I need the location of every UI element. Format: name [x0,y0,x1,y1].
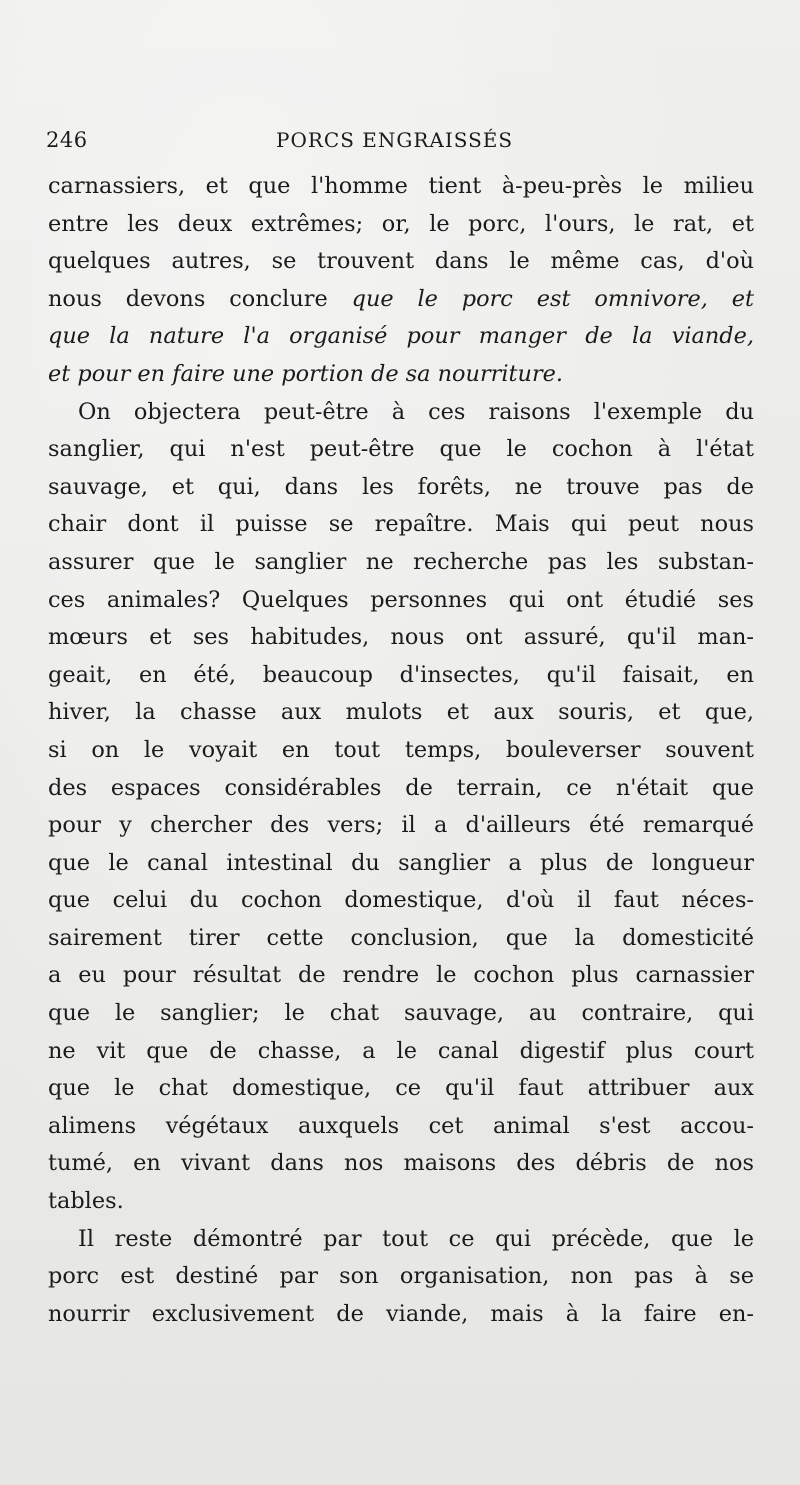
text-run: geait, en été, beaucoup d'insectes, qu'il faisait, en [48,661,754,688]
text-line [48,1296,754,1334]
text-line [48,619,754,657]
text-line [48,770,754,808]
text-run: a eu pour résultat de rendre le cochon plus carnassier [48,962,754,989]
text-run: mœurs et ses habitudes, nous ont assuré, qu'il man- [48,624,754,651]
text-line [48,1258,754,1296]
text-run: On objectera peut-être à ces raisons l'exemple du [78,398,754,425]
text-line [48,657,754,695]
text-line [48,431,754,469]
text-run: ces animales? Quelques personnes qui ont étudié ses [48,586,754,613]
text-run: nourrir exclusivement de viande, mais à la faire en- [48,1300,754,1327]
text-run: quelques autres, se trouvent dans le même cas, d'où [48,248,754,275]
text-line [48,544,754,582]
text-run: nous devons conclure [48,285,352,312]
text-run: que le canal intestinal du sanglier a plus de longueur [48,849,754,876]
text-line [48,957,754,995]
italic-run: que le porc est omnivore, et [351,285,754,312]
text-line [48,206,754,244]
text-line [48,394,754,432]
text-run: sanglier, qui n'est peut-être que le cochon à l'état [48,436,754,463]
text-run: tables. [48,1188,124,1215]
text-run: des espaces considérables de terrain, ce n'était que [48,774,754,801]
text-run: chair dont il puisse se repaître. Mais qui peut nous [48,511,754,538]
text-run: ne vit que de chasse, a le canal digestif plus court [48,1037,754,1064]
text-line [48,168,754,206]
text-line [48,845,754,883]
text-line [48,356,754,394]
page-header [46,128,756,158]
text-run: sauvage, et qui, dans les forêts, ne trouve pas de [48,473,754,500]
text-line [48,807,754,845]
text-line [48,1221,754,1259]
text-line [48,694,754,732]
text-line [48,243,754,281]
text-run: hiver, la chasse aux mulots et aux souris, et que, [48,699,754,726]
body-text [48,168,754,1333]
text-line [48,469,754,507]
text-line [48,732,754,770]
text-run: Il reste démontré par tout ce qui précède, que le [78,1225,754,1252]
text-line [48,920,754,958]
text-run: que celui du cochon domestique, d'où il faut néces- [48,887,754,914]
text-run: assurer que le sanglier ne recherche pas les substan- [48,548,754,575]
page-number: 246 [46,128,88,152]
text-line [48,506,754,544]
text-run: si on le voyait en tout temps, bouleverser souvent [48,736,754,763]
text-run: que le chat domestique, ce qu'il faut attribuer aux [48,1075,754,1102]
text-run: que le sanglier; le chat sauvage, au contraire, qui [48,1000,754,1027]
italic-run: que la nature l'a organisé pour manger de la viande, [48,323,754,350]
italic-run: et pour en faire une portion de sa nourriture. [48,360,564,387]
text-run: tumé, en vivant dans nos maisons des débris de nos [48,1150,754,1177]
text-run: entre les deux extrêmes; or, le porc, l'ours, le rat, et [48,210,754,237]
text-run: carnassiers, et que l'homme tient à-peu-près le milieu [48,173,754,199]
text-line [48,995,754,1033]
text-line [48,882,754,920]
text-line [48,1183,754,1221]
text-line [48,1033,754,1071]
text-line [48,281,754,319]
text-line [48,1145,754,1183]
text-line [48,582,754,620]
text-run: alimens végétaux auxquels cet animal s'est accou- [48,1112,754,1139]
text-run: sairement tirer cette conclusion, que la domesticité [48,924,754,951]
text-run: porc est destiné par son organisation, non pas à se [48,1263,754,1290]
text-run: pour y chercher des vers; il a d'ailleurs été remarqué [48,812,754,839]
text-line [48,1070,754,1108]
text-line [48,318,754,356]
running-title: PORCS ENGRAISSÉS [276,128,514,152]
text-line [48,1108,754,1146]
